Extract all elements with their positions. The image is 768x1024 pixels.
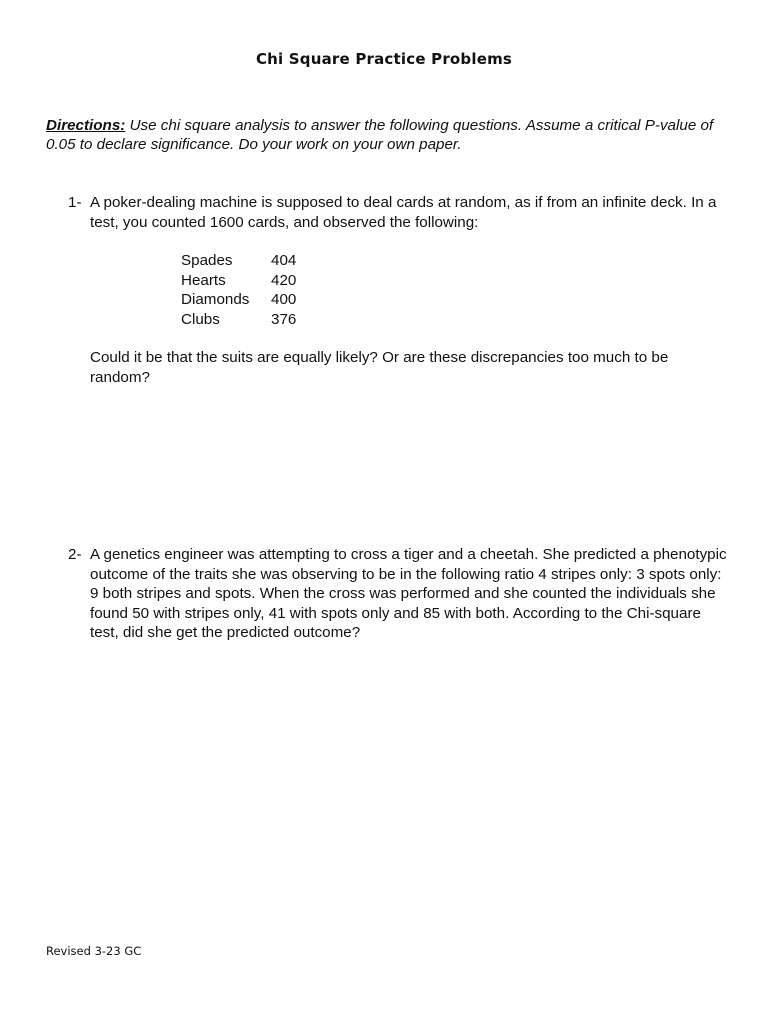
suit-name: Clubs [181,310,220,328]
problem-body [90,545,728,643]
problem-body [90,193,728,387]
directions-text: Use chi square analysis to answer the following questions. Assume a critical P-value of 0.05 to declare significance. Do your work on your own paper. [46,117,714,153]
suit-name: Hearts [181,271,226,289]
problem-2 [68,545,728,643]
suit-count: 404 [271,252,297,269]
suit-count: 376 [271,310,297,328]
problem-1 [68,193,728,387]
suit-count-table [181,251,296,329]
directions [46,116,736,154]
table-row [181,251,296,271]
problem-number: 2- [68,546,82,563]
suit-count: 420 [271,271,297,289]
page-title: Chi Square Practice Problems [255,50,513,68]
directions-label: Directions: [46,117,126,134]
table-row [181,271,296,291]
problem-text: A poker-dealing machine is supposed to deal cards at random, as if from an infinite deck. In a test, you counted 1600 cards, and observed the following: [90,194,717,231]
table-row [181,290,296,310]
suit-count: 400 [271,291,297,308]
suit-name: Spades [181,252,233,269]
problem-number: 1- [68,194,82,211]
problem-text: A genetics engineer was attempting to cross a tiger and a cheetah. She predicted a phenotypic outcome of the traits she was observing to be in the following ratio 4 stripes only: 3 spots only: 9 both stripes and spots. When the cross was performed and she counted the individuals she found 50 with stripes only, 41 with spots only and 85 with both. According to the Chi-square test, did she get the predicted outcome? [90,546,727,641]
revision-footer: Revised 3-23 GC [46,944,142,958]
table-row [181,310,296,330]
problem-question: Could it be that the suits are equally likely? Or are these discrepancies too much to be random? [90,349,669,386]
suit-name: Diamonds [181,291,250,308]
